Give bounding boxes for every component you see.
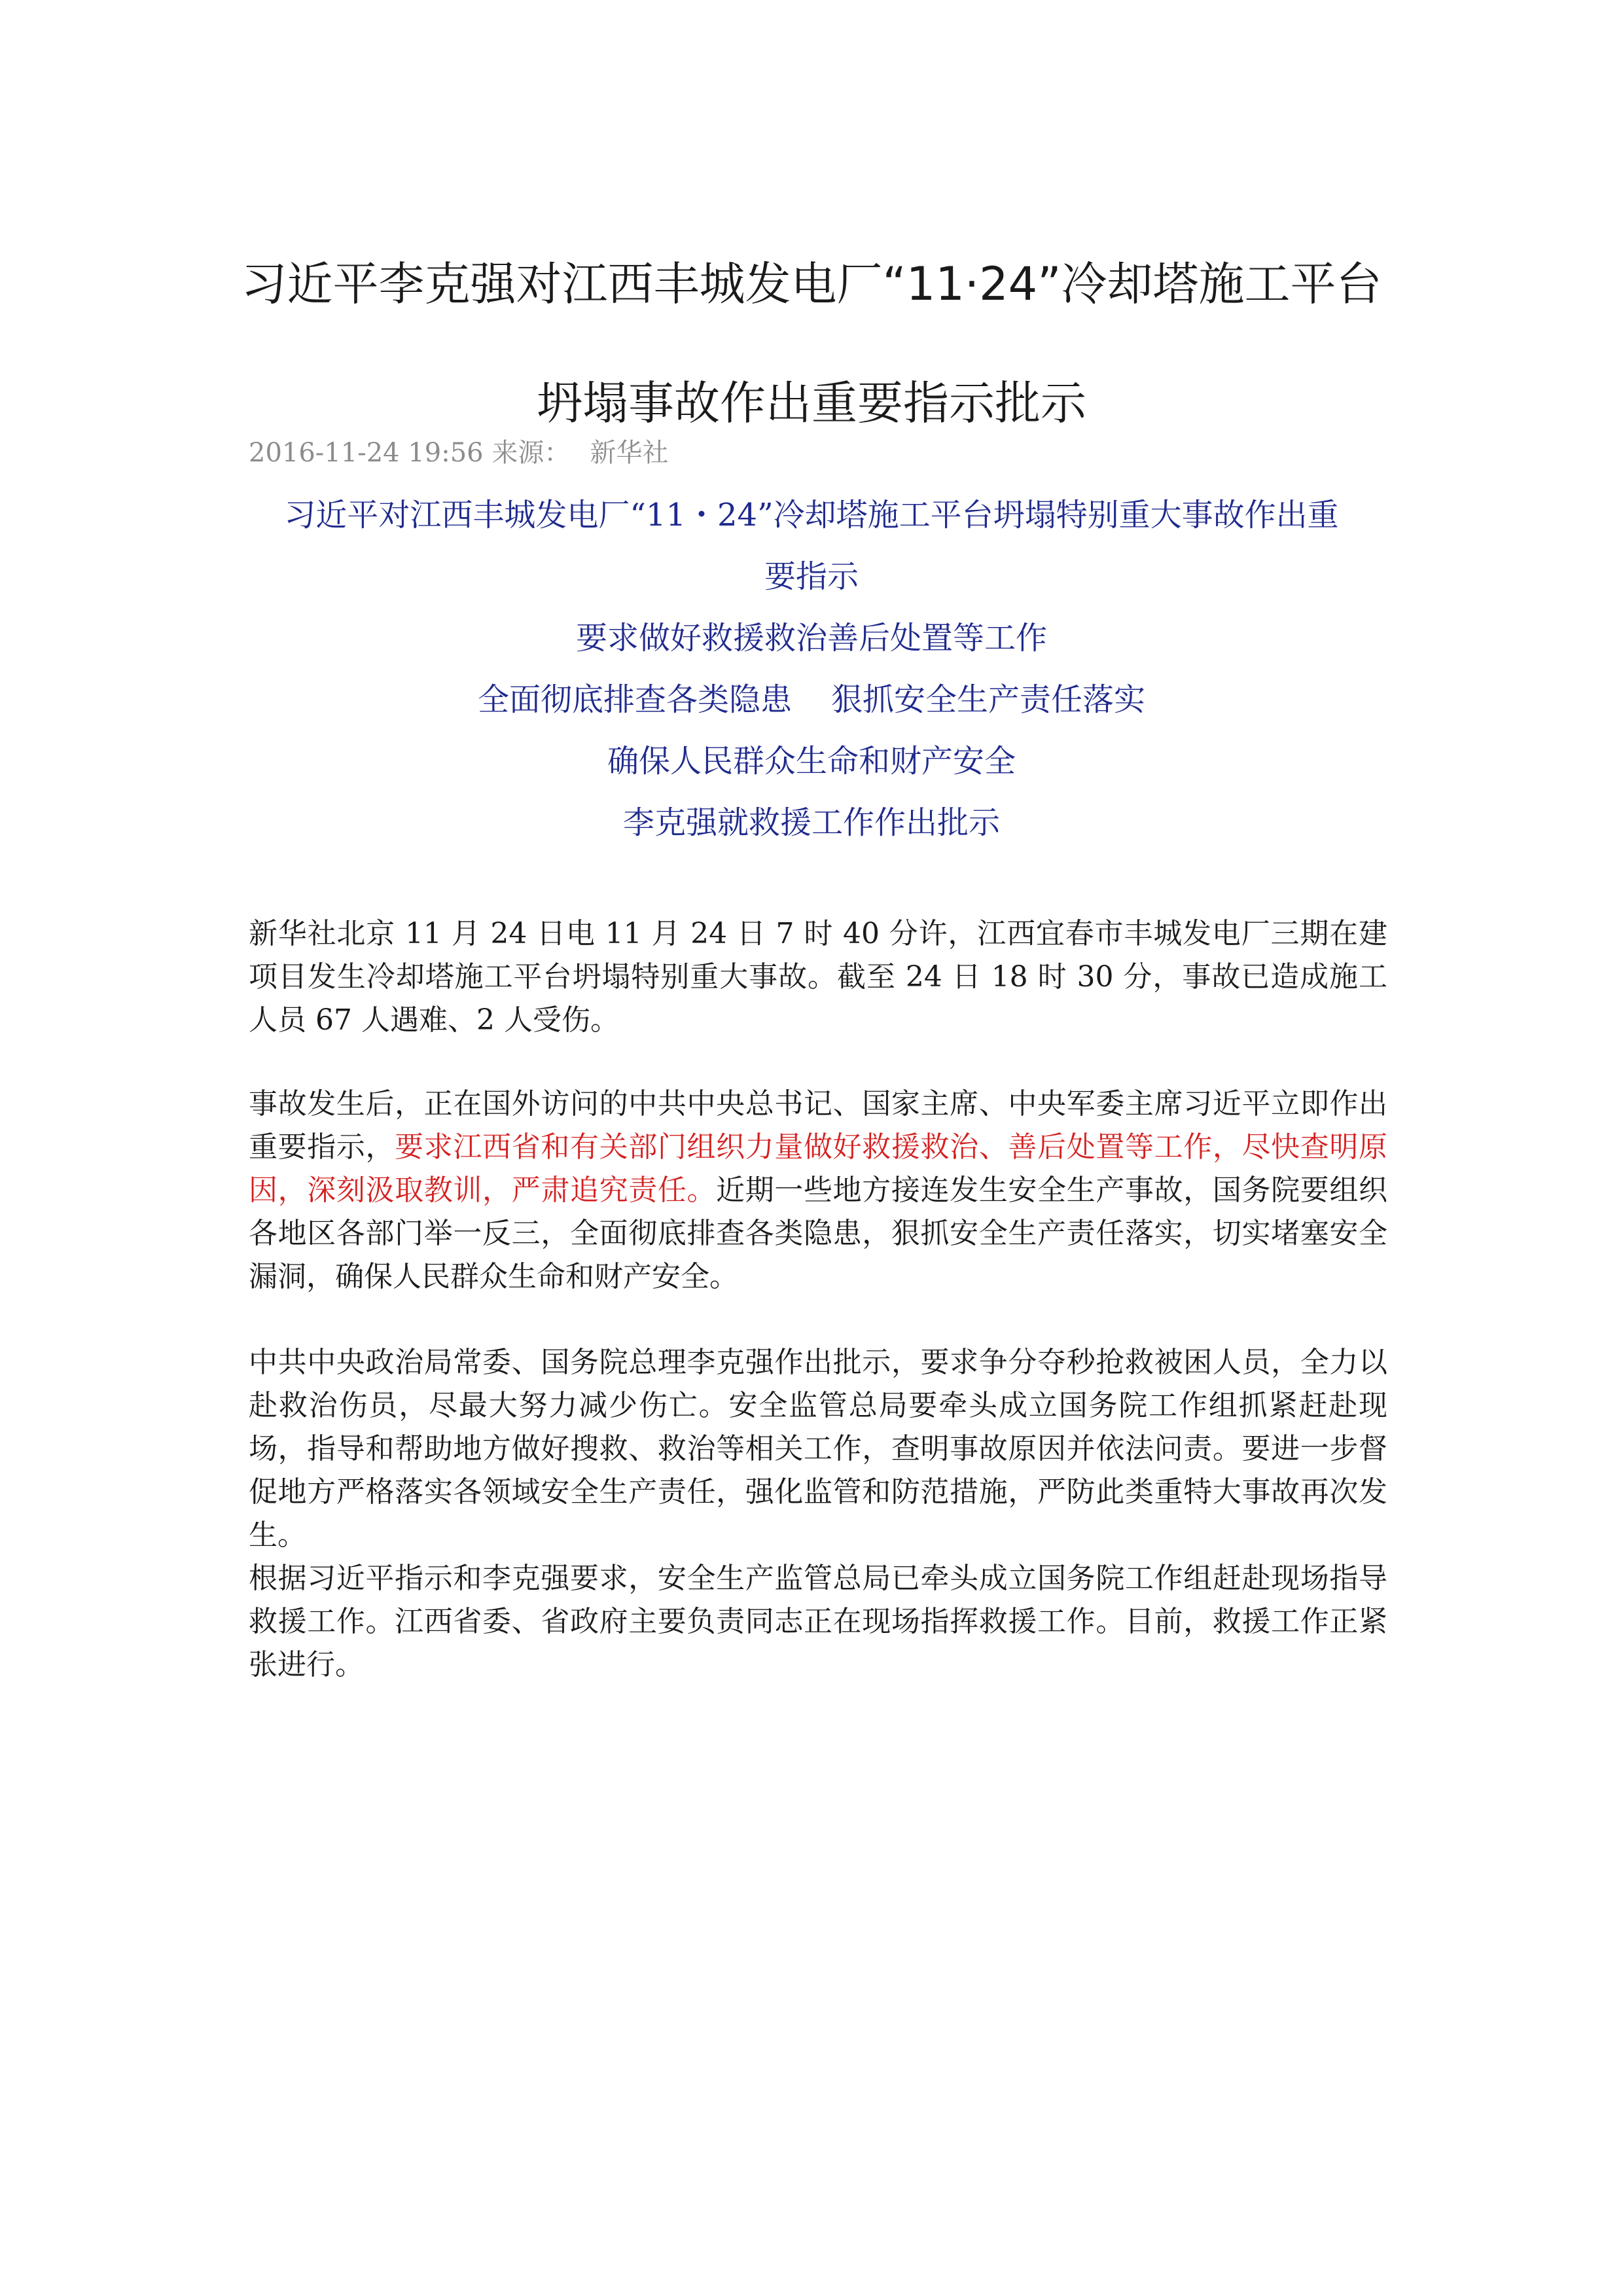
source-label: 来源： (491, 438, 571, 468)
body-paragraph-1: 新华社北京 11 月 24 日电 11 月 24 日 7 时 40 分许，江西宜春市丰城发电厂三期在建项目发生冷却塔施工平台坍塌特别重大事故。截至 24 日 18 时 30 分，事故已造成施工人员 67 人遇难、2 人受伤。 (249, 917, 1387, 1037)
subheading-line-3: 要求做好救援救治善后处置等工作 (575, 620, 1047, 656)
highlighted-instruction: 要求江西省和有关部门组织力量做好救援救治、善后处置等工作，尽快查明原因，深刻汲取教训，严肃追究责任。 (249, 1130, 1388, 1207)
body-paragraph-4: 根据习近平指示和李克强要求，安全生产监管总局已牵头成立国务院工作组赶赴现场指导救援工作。江西省委、省政府主要负责同志正在现场指挥救援工作。目前，救援工作正紧张进行。 (249, 1562, 1387, 1681)
article-title-line-2: 坍塌事故作出重要指示批示 (537, 376, 1086, 430)
paragraph-2-continuation: 近期一些地方接连发生安全生产事故，国务院要组织各地区各部门举一反三，全面彻底排查各类隐患，狠抓安全生产责任落实，切实堵塞安全漏洞，确保人民群众生命和财产安全。 (249, 1174, 1388, 1293)
subheading-line-4b: 狠抓安全生产责任落实 (831, 681, 1146, 718)
subheading-line-1: 习近平对江西丰城发电厂“11・24”冷却塔施工平台坍塌特别重大事故作出重 (284, 497, 1339, 533)
article-meta (249, 432, 668, 469)
body-paragraph-3: 中共中央政治局常委、国务院总理李克强作出批示，要求争分夺秒抢救被困人员，全力以赴救治伤员，尽最大努力减少伤亡。安全监管总局要牵头成立国务院工作组抓紧赶赴现场，指导和帮助地方做好搜救、救治等相关工作，查明事故原因并依法问责。要进一步督促地方严格落实各领域安全生产责任，强化监管和防范措施，严防此类重特大事故再次发生。 (249, 1346, 1387, 1552)
source-name: 新华社 (590, 438, 669, 468)
subheading-line-4 (196, 674, 1427, 719)
article-title-line-1: 习近平李克强对江西丰城发电厂“11·24”冷却塔施工平台 (241, 257, 1382, 311)
body-paragraph-2 (249, 1083, 1387, 1299)
publish-datetime: 2016-11-24 19:56 (249, 438, 484, 468)
subheading-line-5: 确保人民群众生命和财产安全 (607, 743, 1016, 780)
subheading-line-4a: 全面彻底排查各类隐患 (477, 681, 792, 718)
subheading-line-2: 要指示 (764, 558, 859, 595)
paragraph-2-intro: 事故发生后，正在国外访问的中共中央总书记、国家主席、中央军委主席习近平立即作出重要指示， (249, 1087, 1387, 1164)
subheading-line-6: 李克强就救援工作作出批示 (622, 804, 1000, 841)
